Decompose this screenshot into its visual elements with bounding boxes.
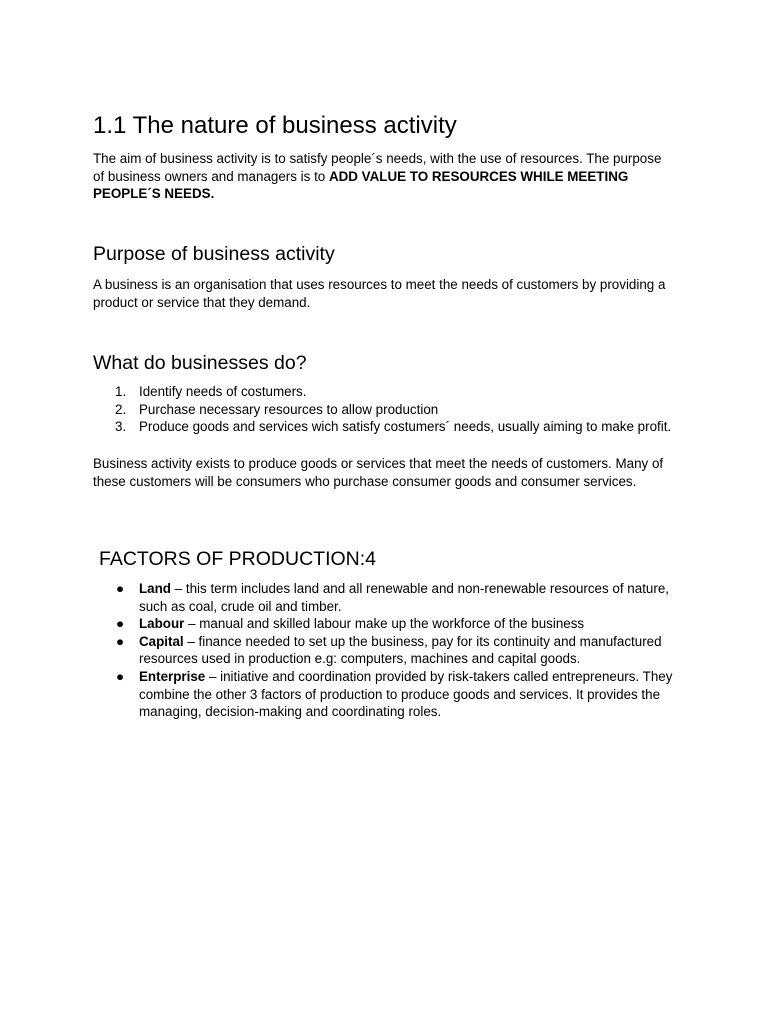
list-item-text: Purchase necessary resources to allow production bbox=[139, 401, 439, 417]
factor-term: Enterprise bbox=[139, 668, 206, 684]
factor-term: Labour bbox=[139, 616, 185, 632]
factor-text: – this term includes land and all renewable and non-renewable resources of nature, such as coal, crude oil and timber. bbox=[139, 581, 669, 614]
list-number: 1. bbox=[115, 384, 127, 399]
bullet-icon: ● bbox=[116, 616, 125, 632]
list-item bbox=[93, 401, 673, 419]
list-item-text: Produce goods and services wich satisfy costumers´ needs, usually aiming to make profit. bbox=[139, 419, 672, 435]
factor-text: – finance needed to set up the business, pay for its continuity and manufactured resources used in production e.g: computers, machines and capital goods. bbox=[139, 633, 662, 667]
what-after-paragraph: Business activity exists to produce goods or services that meet the needs of customers. Many of these customers will be consumers who purchase consumer goods and consumer services. bbox=[93, 456, 664, 489]
list-number: 3. bbox=[115, 419, 127, 435]
list-item bbox=[93, 418, 673, 436]
factor-term: Land bbox=[139, 581, 171, 596]
what-heading: What do businesses do? bbox=[93, 352, 307, 374]
page-title: 1.1 The nature of business activity bbox=[93, 112, 457, 139]
bullet-icon: ● bbox=[116, 668, 125, 684]
list-item bbox=[93, 615, 673, 633]
factors-list bbox=[93, 580, 673, 721]
intro-text: The aim of business activity is to satisfy people´s needs, with the use of resources. The purpose of business owners and managers is to bbox=[93, 151, 662, 184]
intro-bold-text: ADD VALUE TO RESOURCES WHILE MEETING PEOPLE´S NEEDS. bbox=[93, 168, 629, 202]
intro-paragraph bbox=[93, 150, 673, 203]
list-item bbox=[93, 383, 673, 401]
list-item bbox=[93, 633, 673, 668]
purpose-paragraph: A business is an organisation that uses resources to meet the needs of customers by providing a product or service that they demand. bbox=[93, 277, 666, 310]
purpose-heading: Purpose of business activity bbox=[93, 243, 335, 265]
bullet-icon: ● bbox=[116, 581, 125, 596]
factors-heading: FACTORS OF PRODUCTION:4 bbox=[99, 548, 376, 570]
bullet-icon: ● bbox=[116, 633, 125, 649]
list-number: 2. bbox=[115, 401, 127, 417]
list-item-text: Identify needs of costumers. bbox=[139, 384, 307, 399]
factor-text: – manual and skilled labour make up the workforce of the business bbox=[184, 616, 585, 632]
list-item bbox=[93, 668, 673, 721]
factor-text: – initiative and coordination provided by risk-takers called entrepreneurs. They combine the other 3 factors of production to produce goods and services. It provides the managing, decision-making and coordinating roles. bbox=[139, 668, 673, 720]
steps-list bbox=[93, 383, 673, 436]
list-item bbox=[93, 580, 673, 615]
factor-term: Capital bbox=[139, 633, 184, 649]
